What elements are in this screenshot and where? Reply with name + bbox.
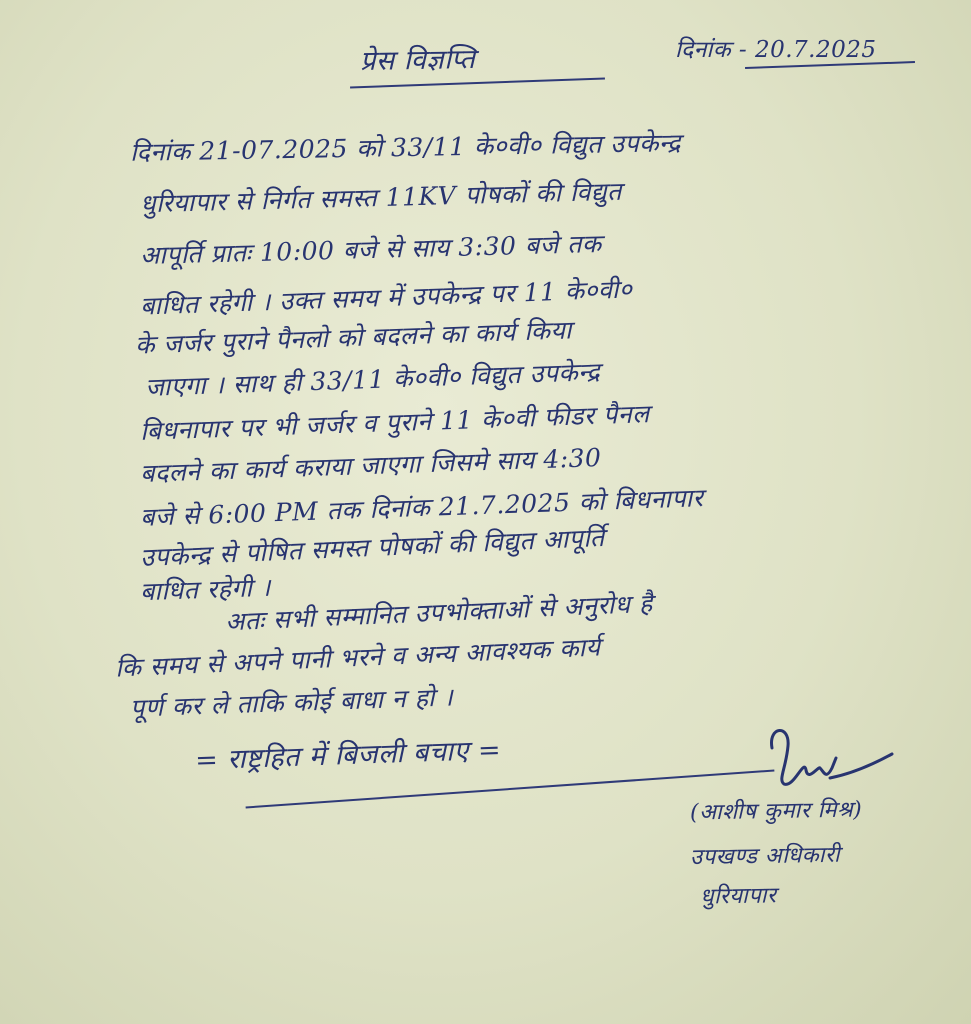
body-line: बिधनापार पर भी जर्जर व पुराने 11 के०वी फीडर पैनल xyxy=(139,399,651,446)
document-date: दिनांक - 20.7.2025 xyxy=(675,37,877,63)
body-line: कि समय से अपने पानी भरने व अन्य आवश्यक कार्य xyxy=(114,632,602,683)
body-line: धुरियापार से निर्गत समस्त 11KV पोषकों की विद्युत xyxy=(139,176,623,219)
body-line: उपकेन्द्र से पोषित समस्त पोषकों की विद्युत आपूर्ति xyxy=(139,522,606,573)
signatory-designation: उपखण्ड अधिकारी xyxy=(689,842,841,871)
body-line: आपूर्ति प्रातः 10:00 बजे से साय 3:30 बजे तक xyxy=(139,228,602,271)
slogan: = राष्ट्रहित में बिजली बचाए = xyxy=(194,734,502,777)
signatory-location: धुरियापार xyxy=(699,883,777,910)
body-line: बदलने का कार्य कराया जाएगा जिसमे साय 4:30 xyxy=(139,442,602,489)
body-line: जाएगा । साथ ही 33/11 के०वी० विद्युत उपकेन्द्र xyxy=(144,357,601,402)
body-line: के जर्जर पुराने पैनलो को बदलने का कार्य किया xyxy=(134,315,573,360)
body-line: बाधित रहेगी । उक्त समय में उपकेन्द्र पर 11 के०वी० xyxy=(139,274,633,321)
body-line: बाधित रहेगी । xyxy=(139,572,272,607)
title-underline xyxy=(350,78,605,89)
body-line: पूर्ण कर ले ताकि कोई बाधा न हो । xyxy=(129,682,454,723)
page-title: प्रेस विज्ञप्ति xyxy=(359,43,476,78)
body-line: अतः सभी सम्मानित उपभोक्ताओं से अनुरोध है xyxy=(224,588,654,637)
body-line: बजे से 6:00 PM तक दिनांक 21.7.2025 को बिधनापार xyxy=(139,483,704,532)
body-line: दिनांक 21-07.2025 को 33/11 के०वी० विद्युत उपकेन्द्र xyxy=(129,128,682,167)
signatory-name: (आशीष कुमार मिश्र) xyxy=(689,797,863,826)
signature-scribble xyxy=(760,718,900,798)
